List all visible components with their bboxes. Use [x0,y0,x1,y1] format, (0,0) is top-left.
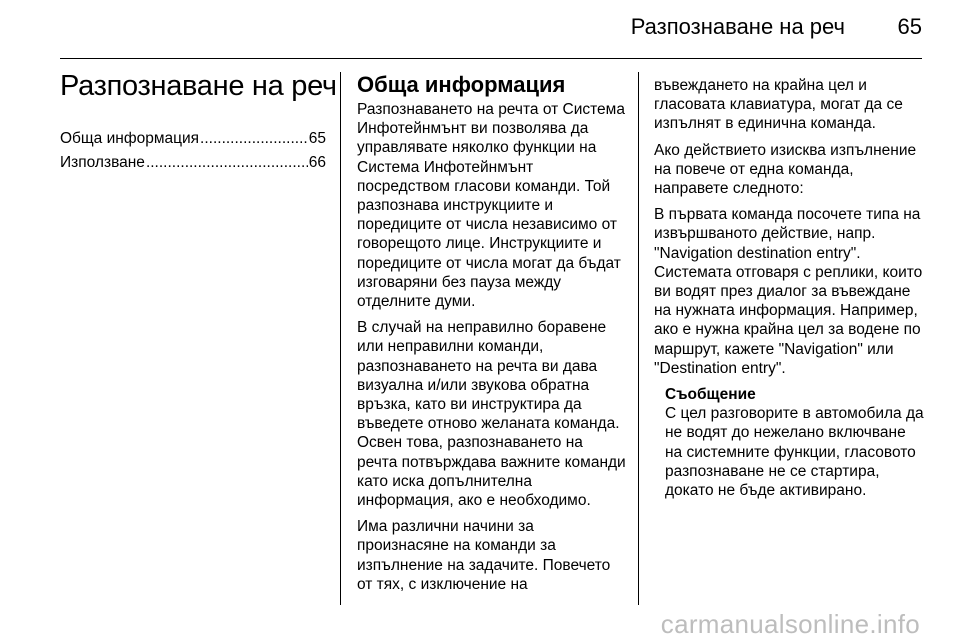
toc-label: Използване [60,154,145,171]
toc-label: Обща информация [60,130,200,147]
toc-entry[interactable] [60,127,326,151]
paragraph: В случай на неправилно боравене или неправилни команди, разпознаването на речта ви дава визуална и/или звукова обратна връзка, като ви инструктира да въведете отново желаната команда. Освен това, разпознаването на речта потвърждава важните команди като иска допълнителна информация, ако е необходимо. [357,319,626,510]
toc-page: 65 [308,130,326,147]
toc-leader [146,151,308,175]
note-title: Съобщение [665,386,756,404]
paragraph: Разпознаването на речта от Система Инфотейнмънт ви позволява да управлявате няколко функции на Система Инфотейнмънт посредством гласови команди. Той разпознава инструкциите и поредиците от числа независимо от говорещото лице. Инструкциите и поредиците от числа могат да бъдат изговаряни без пауза между отделните думи. [357,101,625,311]
continuation-column [654,76,924,507]
section-title: Обща информация [357,72,566,97]
paragraph: В първата команда посочете типа на извършваното действие, напр. "Navigation destination entry". Системата отговаря с реплики, които ви водят през диалог за въвеждане на нужната информация. Например, ако е нужна крайна цел за водене по маршрут, кажете "Navigation" или "Destination entry". [654,206,923,377]
header-rule [60,58,922,59]
chapter-column [60,70,337,175]
watermark: carmanualsonline.info [660,609,920,639]
paragraph: Има различни начини за произнасяне на команди за изпълнение на задачите. Повечето от тях, с изключение на [357,518,611,593]
toc-page: 66 [308,154,326,171]
note-text: С цел разговорите в автомобила да не водят до нежелано включване на системните функции, гласовото разпознаване не се стартира, докато не бъде активирано. [665,405,924,500]
column-divider-1 [340,72,341,605]
page-number: 65 [897,14,922,39]
paragraph: Ако действието изисква изпълнение на повече от една команда, направете следното: [654,141,917,198]
chapter-title: Разпознаване на реч [60,70,337,102]
section-column [357,72,627,601]
header-title: Разпознаване на реч [630,14,845,39]
paragraph: въвеждането на крайна цел и гласовата клавиатура, могат да се изпълнят в единична команда. [654,77,903,133]
note-box [665,385,924,500]
toc-leader [200,127,308,151]
toc-entry[interactable] [60,151,326,175]
table-of-contents [60,127,326,175]
column-divider-2 [638,72,639,605]
